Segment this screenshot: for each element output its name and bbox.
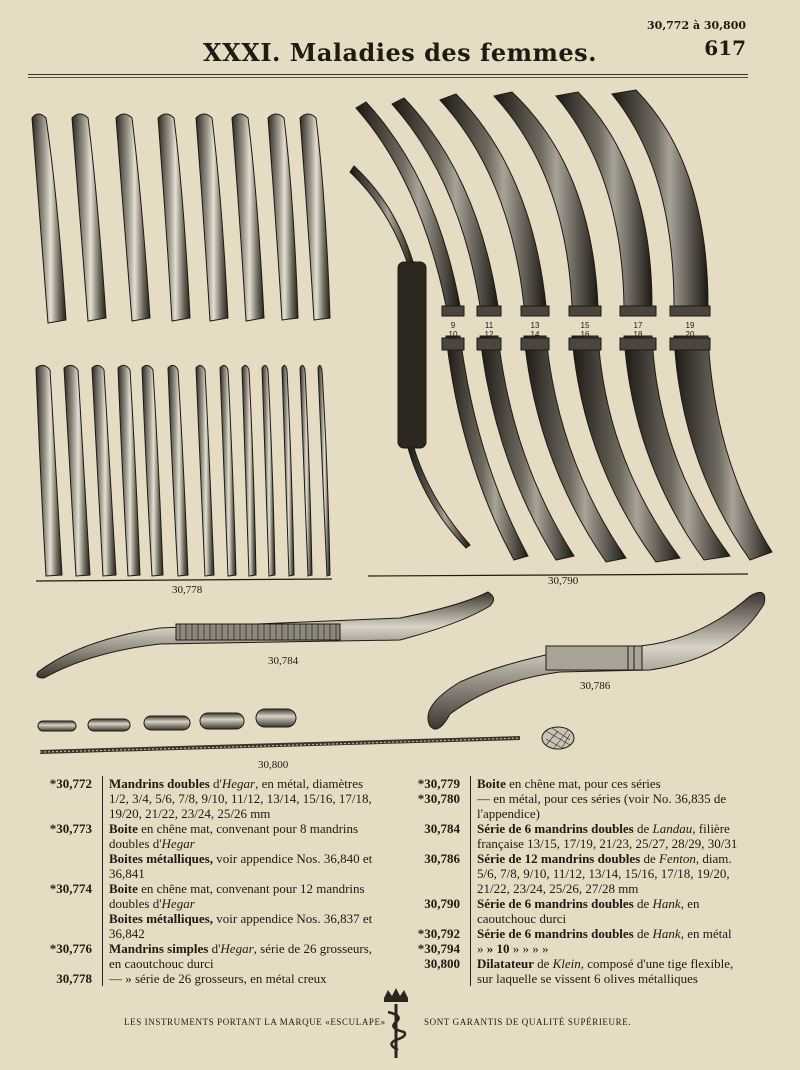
catalog-description: Série de 6 mandrins doubles de Landau, filière française 13/15, 17/19, 21/23, 25/27, 28/29, 30/31 — [470, 821, 748, 851]
probe-number-1b: 10 — [448, 330, 458, 339]
catalog-number: *30,773 — [49, 821, 92, 836]
fig-label-30800: 30,800 — [258, 759, 289, 770]
probe-number-3: 13 — [530, 321, 540, 330]
catalog-entry — [396, 956, 748, 986]
catalog-number: *30,794 — [417, 941, 460, 956]
probe-number-1: 9 — [450, 321, 456, 330]
probe-number-5b: 18 — [633, 330, 643, 339]
catalog-entry — [28, 821, 383, 851]
klein-dilator — [38, 709, 574, 752]
catalog-entry — [396, 776, 748, 791]
catalog-description: Série de 6 mandrins doubles de Hank, en métal — [470, 926, 748, 941]
catalog-entry — [28, 776, 383, 821]
catalog-number: 30,800 — [424, 956, 460, 971]
fenton-dilator — [428, 592, 765, 729]
probe-number-5: 17 — [633, 321, 643, 330]
probe-number-6b: 20 — [685, 330, 695, 339]
catalog-number: *30,780 — [417, 791, 460, 806]
fig-label-30778: 30,778 — [172, 584, 203, 596]
listing-column-left — [28, 776, 383, 986]
catalog-description: Boites métalliques, voir appendice Nos. 36,840 et 36,841 — [102, 851, 383, 881]
catalog-number: *30,776 — [49, 941, 92, 956]
catalog-entry — [28, 911, 383, 941]
probe-number-3b: 14 — [530, 330, 540, 339]
listing-column-right — [396, 776, 748, 986]
footer-left-text: LES INSTRUMENTS PORTANT LA MARQUE «ESCULAPE» — [124, 1017, 386, 1027]
catalog-number: *30,772 — [49, 776, 92, 791]
page-number: 617 — [704, 36, 746, 60]
hank-dilator-set — [350, 90, 772, 562]
catalog-number: *30,792 — [417, 926, 460, 941]
catalog-entry — [28, 881, 383, 911]
catalog-number: 30,784 — [424, 821, 460, 836]
probe-number-2: 11 — [484, 321, 494, 330]
catalog-number: 30,790 — [424, 896, 460, 911]
probe-number-4b: 16 — [580, 330, 590, 339]
page-title: XXXI. Maladies des femmes. — [202, 38, 598, 67]
catalog-entry — [396, 791, 748, 821]
catalog-entry — [396, 821, 748, 851]
catalog-description: Boite en chêne mat, pour ces séries — [470, 776, 748, 791]
probe-number-6: 19 — [685, 321, 695, 330]
footer-right-text: SONT GARANTIS DE QUALITÉ SUPÉRIEURE. — [424, 1017, 632, 1027]
catalog-entry — [396, 896, 748, 926]
catalog-description: Mandrins simples d'Hegar, série de 26 grosseurs, en caoutchouc durci — [102, 941, 383, 971]
catalog-description: Boite en chêne mat, convenant pour 8 mandrins doubles d'Hegar — [102, 821, 383, 851]
catalog-entry — [28, 971, 383, 986]
catalog-description: Mandrins doubles d'Hegar, en métal, diamètres 1/2, 3/4, 5/6, 7/8, 9/10, 11/12, 13/14, 15/16, 17/18, 19/20, 21/22, 23/24, 25/26 mm — [102, 776, 383, 821]
catalog-description: Série de 12 mandrins doubles de Fenton, diam. 5/6, 7/8, 9/10, 11/12, 13/14, 15/16, 17/18, 19/20, 21/22, 23/24, 25/26, 27/28 mm — [470, 851, 748, 896]
catalog-description: — » série de 26 grosseurs, en métal creux — [102, 971, 383, 986]
probe-number-2b: 12 — [484, 330, 494, 339]
catalog-entry — [28, 851, 383, 881]
catalog-number — [28, 851, 102, 881]
probe-number-4: 15 — [580, 321, 590, 330]
page-range: 30,772 à 30,800 — [647, 19, 746, 32]
catalog-number: 30,786 — [424, 851, 460, 866]
catalog-entry — [396, 941, 748, 956]
catalog-listing — [28, 776, 748, 986]
catalog-number: *30,774 — [49, 881, 92, 896]
catalog-description: Boite en chêne mat, convenant pour 12 mandrins doubles d'Hegar — [102, 881, 383, 911]
catalog-entry — [28, 941, 383, 971]
catalog-description: » » 10 » » » » — [470, 941, 748, 956]
fig-label-30784: 30,784 — [268, 655, 299, 667]
fig-label-30790: 30,790 — [548, 575, 579, 587]
fig-label-30786: 30,786 — [580, 680, 611, 692]
catalog-number — [28, 911, 102, 941]
catalog-description: Série de 6 mandrins doubles de Hank, en caoutchouc durci — [470, 896, 748, 926]
catalog-description: — en métal, pour ces séries (voir No. 36,835 de l'appendice) — [470, 791, 748, 821]
catalog-entry — [396, 851, 748, 896]
catalog-description: Dilatateur de Klein, composé d'une tige flexible, sur laquelle se vissent 6 olives métalliques — [470, 956, 748, 986]
catalog-description: Boites métalliques, voir appendice Nos. 36,837 et 36,842 — [102, 911, 383, 941]
landau-dilator — [37, 592, 494, 678]
hegar-dilator-set-top — [32, 114, 330, 323]
catalog-number: *30,779 — [417, 776, 460, 791]
catalog-entry — [396, 926, 748, 941]
catalog-number: 30,778 — [56, 971, 92, 986]
hegar-simple-dilators — [36, 365, 330, 576]
